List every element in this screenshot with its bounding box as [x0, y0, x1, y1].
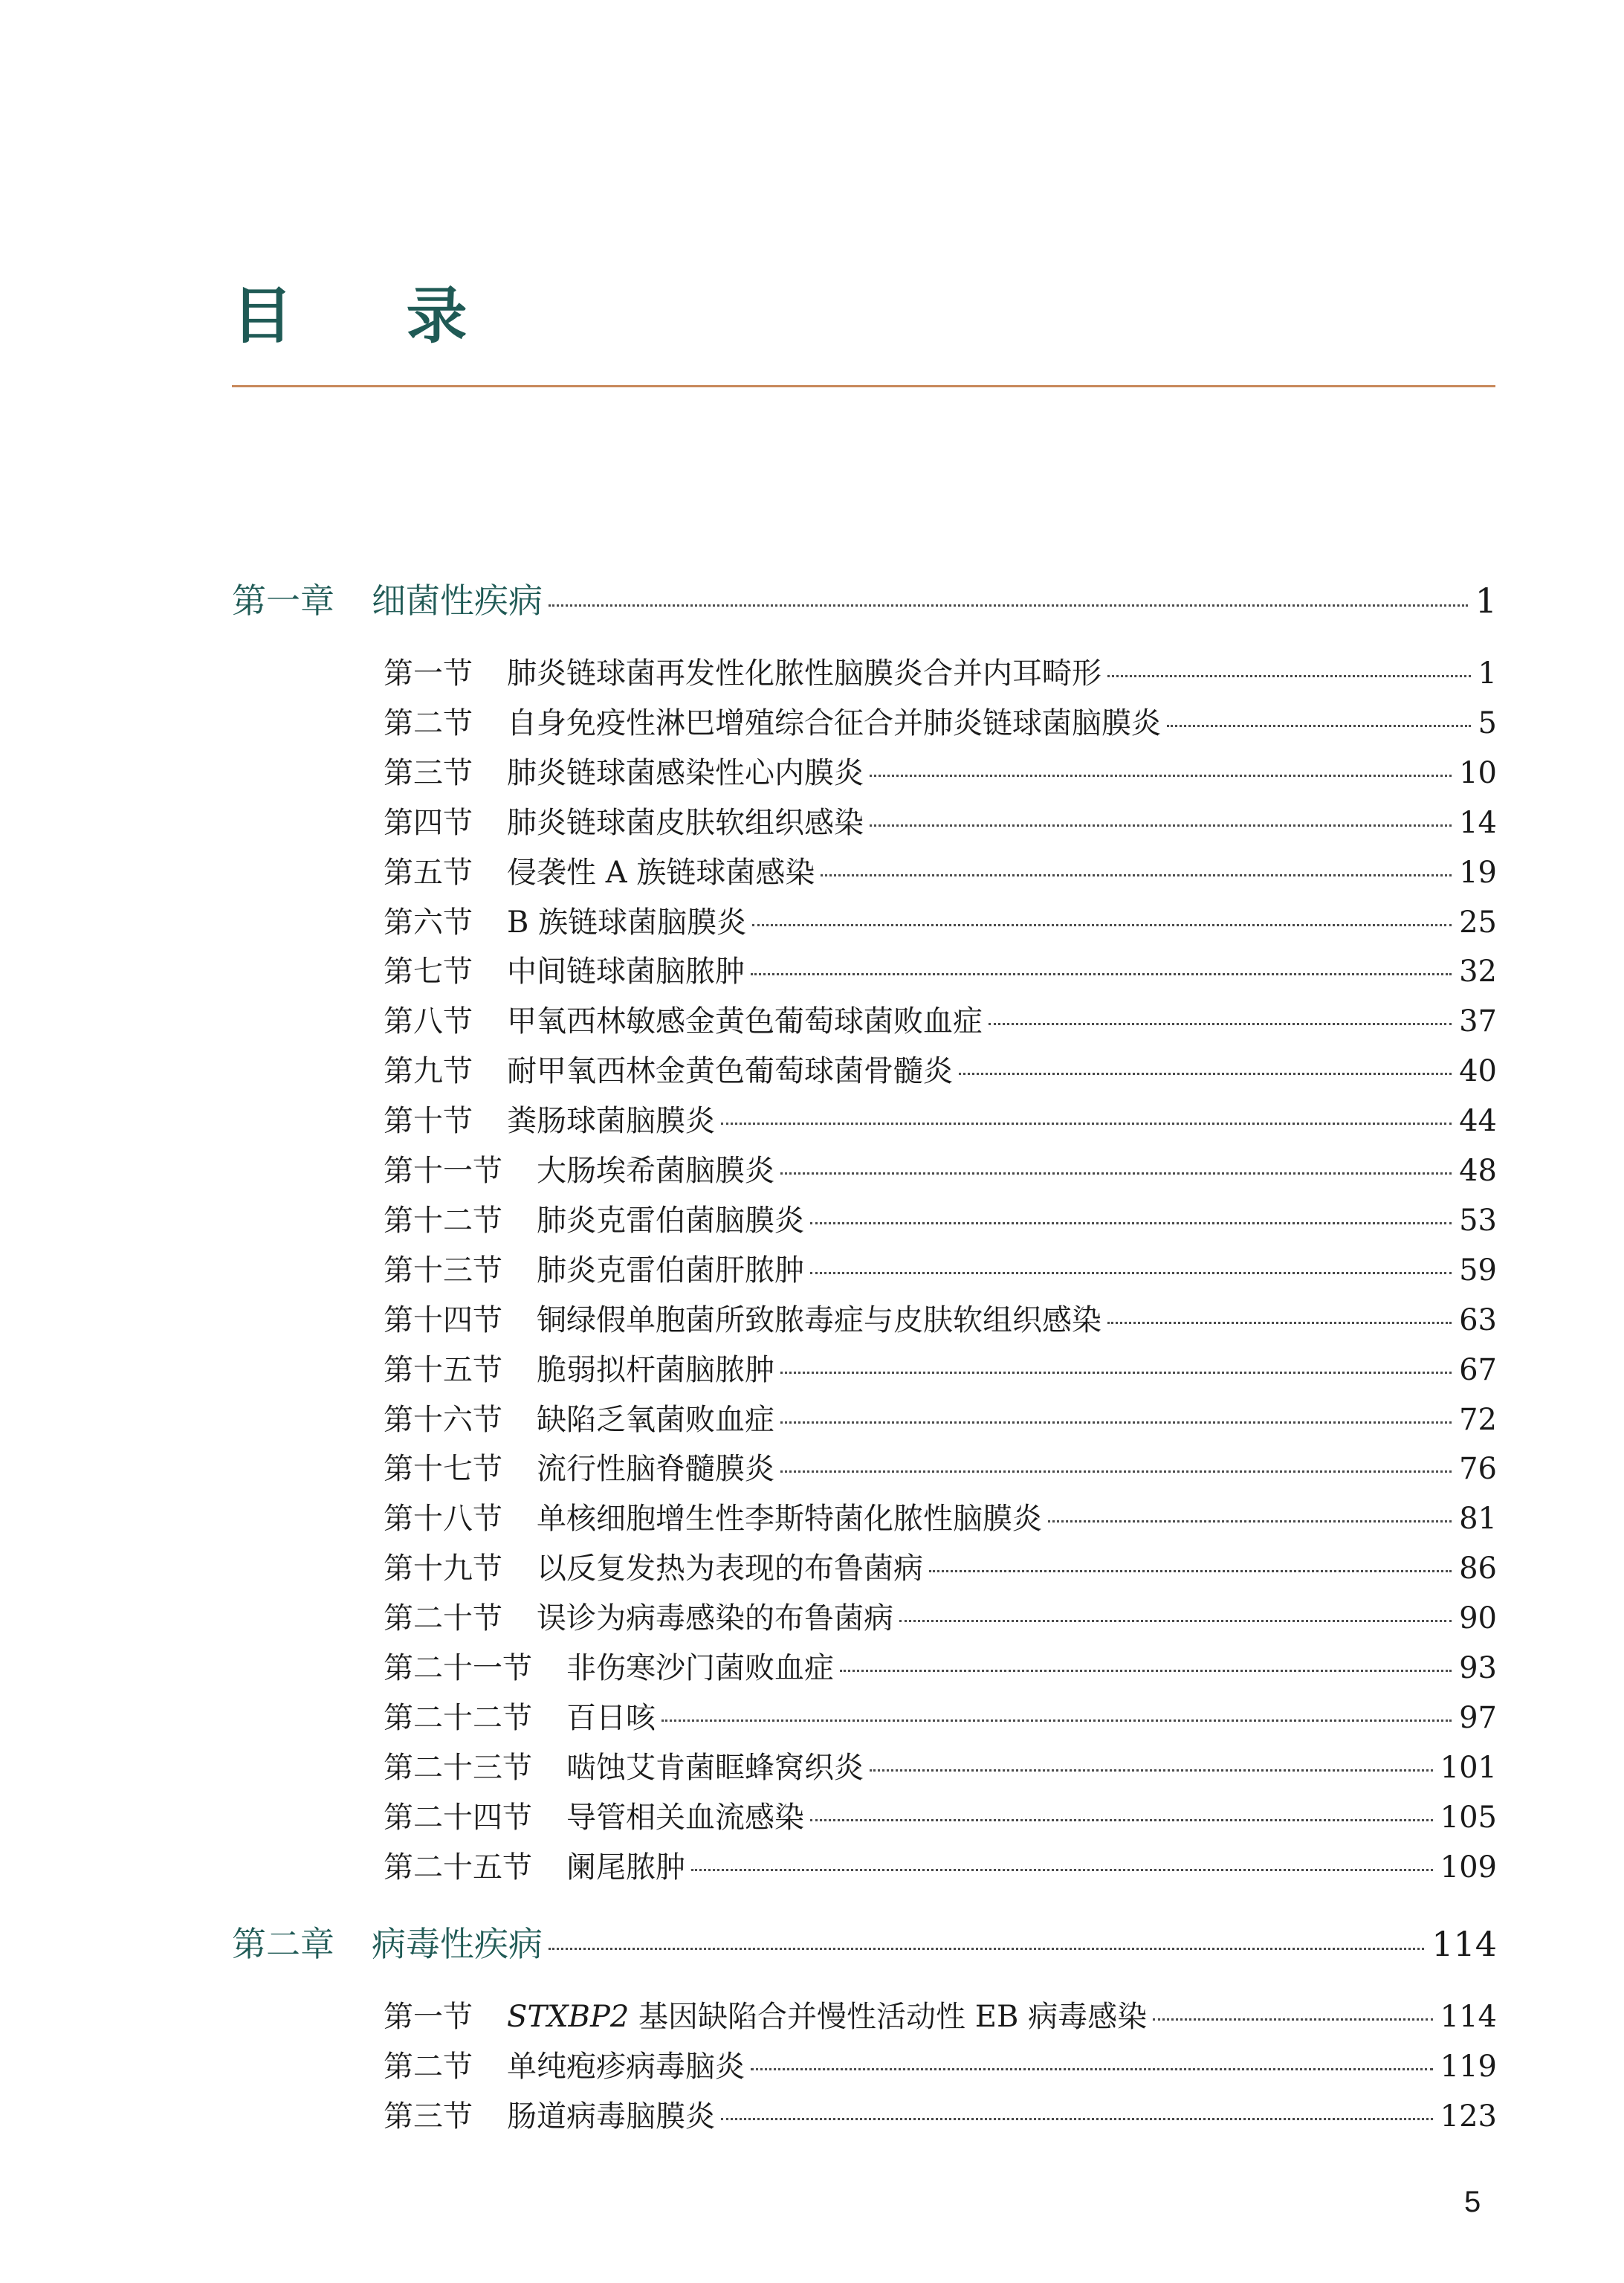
section-page-number: 67 [1459, 1353, 1497, 1387]
section-title: 单核细胞增生性李斯特菌化脓性脑膜炎 [537, 1502, 1042, 1536]
section-title: 粪肠球菌脑膜炎 [507, 1104, 715, 1138]
section-label: 第六节 [384, 905, 473, 940]
section-title: 百日咳 [566, 1701, 656, 1735]
section-title: 肺炎克雷伯菌脑膜炎 [537, 1204, 804, 1238]
section-label: 第十九节 [384, 1551, 502, 1586]
toc-chapter-entry[interactable] [232, 1922, 1497, 1966]
dot-leader [1048, 1520, 1452, 1522]
section-page-number: 93 [1459, 1651, 1497, 1685]
section-label: 第二十节 [384, 1601, 502, 1635]
section-page-number: 97 [1459, 1701, 1497, 1735]
title-text: 基因缺陷合并慢性活动性 EB 病毒感染 [629, 2000, 1148, 2034]
dot-leader [721, 2118, 1433, 2120]
dot-leader [870, 824, 1452, 827]
section-title: 误诊为病毒感染的布鲁菌病 [537, 1601, 893, 1635]
toc-section-entry[interactable] [384, 1448, 1497, 1490]
section-page-number: 1 [1478, 656, 1497, 691]
chapter-page-number: 1 [1475, 581, 1497, 621]
section-page-number: 48 [1459, 1154, 1497, 1188]
section-page-number: 109 [1440, 1850, 1497, 1885]
section-label: 第三节 [384, 2099, 473, 2134]
section-page-number: 86 [1459, 1551, 1497, 1586]
section-page-number: 37 [1459, 1004, 1497, 1039]
dot-leader [810, 1819, 1433, 1821]
dot-leader [780, 1421, 1452, 1424]
dot-leader [751, 2068, 1433, 2070]
section-label: 第一节 [384, 656, 473, 691]
section-label: 第二节 [384, 2050, 473, 2084]
section-label: 第七节 [384, 955, 473, 989]
section-page-number: 81 [1459, 1502, 1497, 1536]
section-title: 脆弱拟杆菌脑脓肿 [537, 1353, 774, 1387]
section-label: 第四节 [384, 806, 473, 840]
dot-leader [752, 924, 1452, 926]
dot-leader [870, 1769, 1433, 1772]
dot-leader [780, 1172, 1452, 1175]
section-label: 第十二节 [384, 1204, 502, 1238]
section-label: 第二节 [384, 706, 473, 740]
dot-leader [691, 1869, 1433, 1871]
dot-leader [1153, 2018, 1433, 2021]
section-label: 第二十一节 [384, 1651, 532, 1685]
toc-section-entry[interactable] [384, 1647, 1497, 1689]
section-title: 啮蚀艾肯菌眶蜂窝织炎 [566, 1751, 864, 1785]
toc-section-entry[interactable] [384, 1100, 1497, 1142]
section-label: 第九节 [384, 1054, 473, 1088]
toc-section-entry[interactable] [384, 1299, 1497, 1341]
section-title: 大肠埃希菌脑膜炎 [537, 1154, 774, 1188]
toc-section-entry[interactable] [384, 1349, 1497, 1391]
chapter-label: 第一章 [232, 581, 334, 621]
section-title: 铜绿假单胞菌所致脓毒症与皮肤软组织感染 [537, 1303, 1101, 1337]
toc-section-entry[interactable] [384, 1548, 1497, 1589]
dot-leader [989, 1023, 1452, 1025]
section-page-number: 63 [1459, 1303, 1497, 1337]
section-page-number: 25 [1459, 905, 1497, 940]
section-label: 第十五节 [384, 1353, 502, 1387]
section-label: 第八节 [384, 1004, 473, 1039]
dot-leader [929, 1570, 1452, 1572]
gene-name: STXBP2 [507, 2000, 630, 2034]
section-title: 肺炎链球菌再发性化脓性脑膜炎合并内耳畸形 [507, 656, 1101, 691]
toc-section-entry[interactable] [384, 2096, 1497, 2137]
toc-section-entry[interactable] [384, 1797, 1497, 1838]
section-title: 耐甲氧西林金黄色葡萄球菌骨髓炎 [507, 1054, 953, 1088]
section-page-number: 114 [1440, 2000, 1497, 2034]
section-page-number: 53 [1459, 1204, 1497, 1238]
title-divider [232, 385, 1495, 387]
section-label: 第一节 [384, 2000, 473, 2034]
section-page-number: 90 [1459, 1601, 1497, 1635]
dot-leader [780, 1372, 1452, 1374]
section-label: 第十节 [384, 1104, 473, 1138]
section-title: 中间链球菌脑脓肿 [507, 955, 745, 989]
toc-section-entry[interactable] [384, 1996, 1497, 2038]
toc-section-entry[interactable] [384, 902, 1497, 943]
toc-section-entry[interactable] [384, 951, 1497, 992]
toc-section-entry[interactable] [384, 2046, 1497, 2087]
section-title: 导管相关血流感染 [566, 1801, 804, 1835]
section-page-number: 14 [1459, 806, 1497, 840]
section-title: 以反复发热为表现的布鲁菌病 [537, 1551, 923, 1586]
section-label: 第十四节 [384, 1303, 502, 1337]
toc-section-entry[interactable] [384, 1001, 1497, 1042]
section-label: 第二十二节 [384, 1701, 532, 1735]
section-page-number: 19 [1459, 856, 1497, 890]
toc-section-entry[interactable] [384, 852, 1497, 894]
dot-leader [870, 775, 1452, 777]
section-title: 肺炎链球菌感染性心内膜炎 [507, 756, 864, 790]
dot-leader [780, 1470, 1452, 1473]
toc-section-entry[interactable] [384, 1847, 1497, 1888]
dot-leader [810, 1222, 1452, 1224]
section-page-number: 5 [1478, 706, 1497, 740]
chapter-title: 病毒性疾病 [372, 1924, 543, 1964]
toc-section-entry[interactable] [384, 1697, 1497, 1739]
section-label: 第五节 [384, 856, 473, 890]
section-page-number: 44 [1459, 1104, 1497, 1138]
toc-section-entry[interactable] [384, 1200, 1497, 1241]
dot-leader [751, 973, 1452, 975]
section-page-number: 119 [1440, 2050, 1497, 2084]
dot-leader [840, 1670, 1452, 1672]
chapter-label: 第二章 [232, 1924, 334, 1964]
section-title: 甲氧西林敏感金黄色葡萄球菌败血症 [507, 1004, 983, 1039]
dot-leader [549, 604, 1468, 607]
section-page-number: 40 [1459, 1054, 1497, 1088]
section-page-number: 105 [1440, 1801, 1497, 1835]
dot-leader [549, 1948, 1424, 1950]
toc-section-entry[interactable] [384, 703, 1497, 744]
section-title: 非伤寒沙门菌败血症 [566, 1651, 834, 1685]
dot-leader [899, 1620, 1452, 1622]
toc-section-entry[interactable] [384, 1498, 1497, 1540]
dot-leader [810, 1272, 1452, 1274]
section-page-number: 32 [1459, 955, 1497, 989]
dot-leader [661, 1719, 1452, 1722]
dot-leader [959, 1073, 1452, 1075]
section-label: 第二十四节 [384, 1801, 532, 1835]
section-title: 肺炎克雷伯菌肝脓肿 [537, 1253, 804, 1288]
toc-section-entry[interactable] [384, 1598, 1497, 1639]
dot-leader [721, 1123, 1452, 1125]
section-title: 缺陷乏氧菌败血症 [537, 1403, 774, 1437]
toc-section-entry[interactable] [384, 752, 1497, 794]
toc-section-entry[interactable] [384, 1747, 1497, 1789]
toc-section-entry[interactable] [384, 653, 1497, 694]
section-label: 第十七节 [384, 1452, 502, 1486]
toc-section-entry[interactable] [384, 1150, 1497, 1192]
section-label: 第二十三节 [384, 1751, 532, 1785]
section-title: 单纯疱疹病毒脑炎 [507, 2050, 745, 2084]
toc-chapter-entry[interactable] [232, 578, 1497, 623]
section-page-number: 72 [1459, 1403, 1497, 1437]
section-title: 肠道病毒脑膜炎 [507, 2099, 715, 2134]
section-page-number: 101 [1440, 1751, 1497, 1785]
section-label: 第十一节 [384, 1154, 502, 1188]
toc-section-entry[interactable] [384, 802, 1497, 844]
page-title: 目 录 [232, 281, 514, 352]
chapter-page-number: 114 [1431, 1924, 1497, 1964]
section-label: 第十六节 [384, 1403, 502, 1437]
section-title: 侵袭性 A 族链球菌感染 [507, 856, 815, 890]
section-title: 肺炎链球菌皮肤软组织感染 [507, 806, 864, 840]
section-page-number: 76 [1459, 1452, 1497, 1486]
section-title: 阑尾脓肿 [566, 1850, 685, 1885]
toc-section-entry[interactable] [384, 1250, 1497, 1291]
chapter-title: 细菌性疾病 [372, 581, 543, 621]
section-label: 第二十五节 [384, 1850, 532, 1885]
section-label: 第十三节 [384, 1253, 502, 1288]
toc-section-entry[interactable] [384, 1399, 1497, 1441]
dot-leader [821, 874, 1452, 876]
dot-leader [1167, 725, 1471, 727]
section-title [507, 1996, 1147, 2038]
dot-leader [1107, 1322, 1452, 1324]
section-label: 第三节 [384, 756, 473, 790]
section-title: 自身免疫性淋巴增殖综合征合并肺炎链球菌脑膜炎 [507, 706, 1161, 740]
section-title: 流行性脑脊髓膜炎 [537, 1452, 774, 1486]
section-label: 第十八节 [384, 1502, 502, 1536]
section-title: B 族链球菌脑膜炎 [507, 905, 747, 940]
section-page-number: 59 [1459, 1253, 1497, 1288]
section-page-number: 10 [1459, 756, 1497, 790]
section-page-number: 123 [1440, 2099, 1497, 2134]
toc-section-entry[interactable] [384, 1050, 1497, 1092]
page-number: 5 [1464, 2186, 1481, 2218]
dot-leader [1107, 675, 1471, 677]
